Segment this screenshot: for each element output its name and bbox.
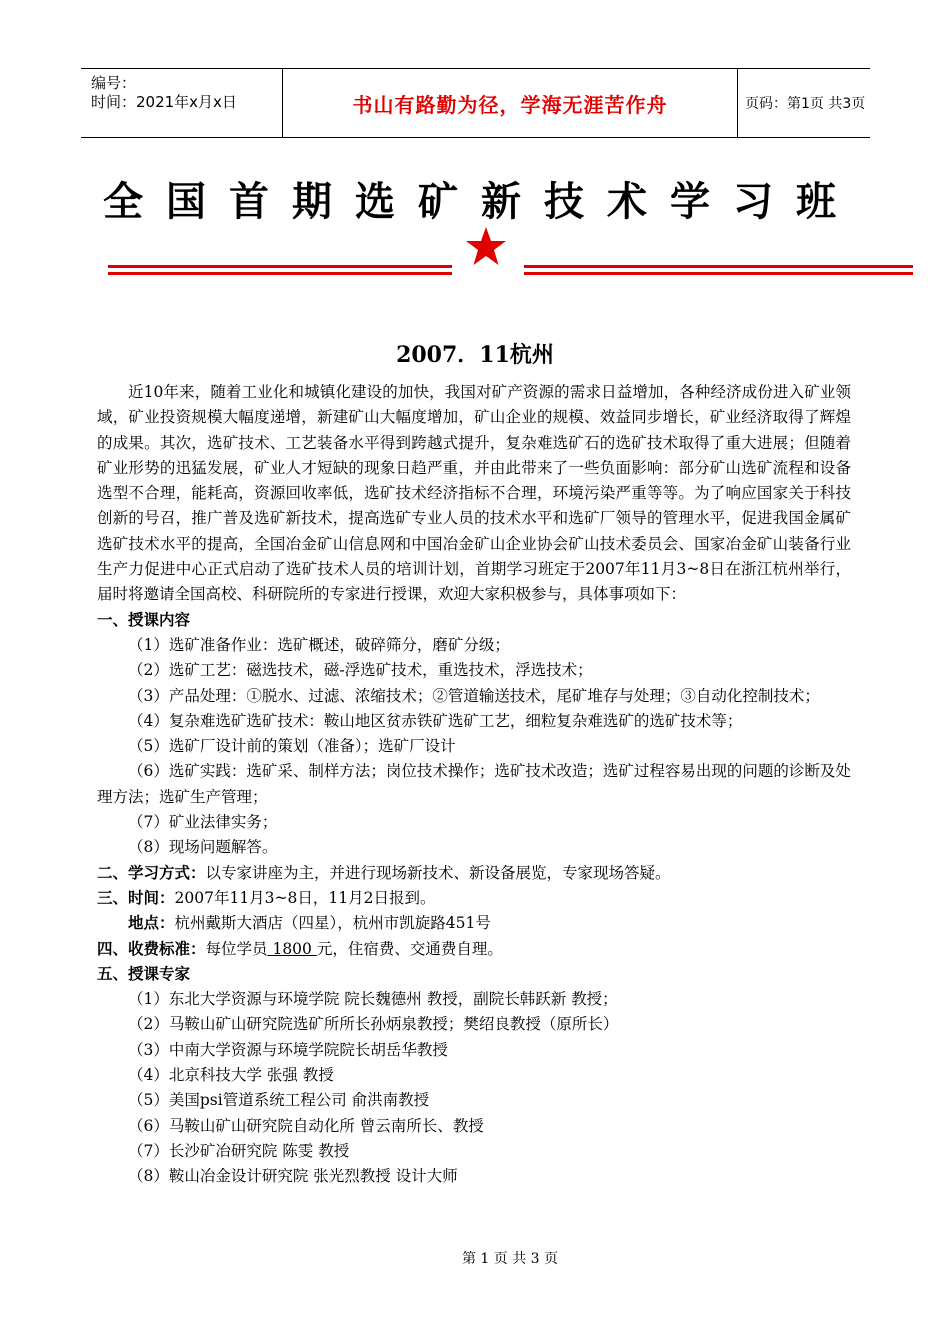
list-item: （3）中南大学资源与环境学院院长胡岳华教授	[128, 1040, 448, 1059]
right-rule-bottom	[524, 272, 913, 275]
list-item: （4）北京科技大学 张强 教授	[128, 1066, 334, 1085]
document-title: 全国首期选矿新技术学习班	[103, 178, 859, 225]
header-meta-cell	[81, 69, 282, 137]
left-rule-bottom	[108, 272, 452, 275]
list-item: （5）选矿厂设计前的策划（准备）；选矿厂设计	[128, 737, 456, 756]
list-item: （5）美国psi管道系统工程公司 俞洪南教授	[128, 1091, 430, 1110]
section-5-title: 五、授课专家	[97, 964, 191, 983]
place-title: 地点：	[128, 914, 175, 933]
document-body	[97, 380, 851, 1190]
page-footer: 第 1 页 共 3 页	[461, 1251, 559, 1267]
section-1-title: 一、授课内容	[97, 610, 191, 629]
place-line	[97, 911, 851, 936]
list-item: （6）马鞍山矿山研究院自动化所 曾云南所长、教授	[128, 1116, 484, 1135]
left-rule-top	[108, 265, 452, 268]
doc-time-label: 时间：2021年x月x日	[91, 93, 237, 111]
fee-amount: 1800	[267, 939, 317, 958]
list-item: （4）复杂难选矿选矿技术：鞍山地区贫赤铁矿选矿工艺，细粒复杂难选矿的选矿技术等；	[128, 711, 743, 730]
fee-prefix: 每位学员	[205, 939, 268, 958]
section-3-text: 2007年11月3~8日，11月2日报到。	[174, 888, 436, 907]
section-3-title: 三、时间：	[97, 888, 175, 907]
list-item: （8）鞍山冶金设计研究院 张光烈教授 设计大师	[128, 1167, 458, 1186]
document-subtitle: 2007．11杭州	[396, 342, 554, 368]
doc-code-label: 编号：	[91, 74, 137, 92]
header-motto-cell	[282, 69, 738, 137]
list-item: （8）现场问题解答。	[128, 838, 278, 857]
red-star-icon	[465, 226, 507, 266]
list-item: （7）矿业法律实务；	[128, 813, 278, 832]
list-item: （1）选矿准备作业：选矿概述，破碎筛分，磨矿分级；	[128, 635, 510, 654]
list-item: （6）选矿实践：选矿采、制样方法；岗位技术操作；选矿技术改造；选矿过程容易出现的问题的诊断及处理方法；选矿生产管理；	[97, 762, 851, 806]
list-item: （2）马鞍山矿山研究院选矿所所长孙炳泉教授；樊绍良教授（原所长）	[128, 1015, 619, 1034]
fee-suffix: 元，住宿费、交通费自理。	[316, 939, 503, 958]
right-rule-top	[524, 265, 913, 268]
section-4	[97, 937, 851, 962]
section-2-text: 以专家讲座为主，并进行现场新技术、新设备展览，专家现场答疑。	[205, 863, 671, 882]
list-item: （1）东北大学资源与环境学院 院长魏德州 教授，副院长韩跃新 教授；	[128, 990, 618, 1009]
list-item: （7）长沙矿冶研究院 陈雯 教授	[128, 1141, 350, 1160]
header-page-cell	[737, 69, 870, 137]
section-4-title: 四、收费标准：	[97, 939, 206, 958]
document-header	[81, 68, 870, 138]
section-2	[97, 861, 851, 886]
page-code: 页码：第1页 共3页	[745, 96, 866, 112]
place-text: 杭州戴斯大酒店（四星），杭州市凯旋路451号	[174, 914, 491, 933]
list-item: （3）产品处理：①脱水、过滤、浓缩技术；②管道输送技术，尾矿堆存与处理；③自动化控制技术；	[128, 686, 820, 705]
intro-paragraph: 近10年来，随着工业化和城镇化建设的加快，我国对矿产资源的需求日益增加，各种经济成份进入矿业领域，矿业投资规模大幅度递增，新建矿山大幅度增加，矿山企业的规模、效益同步增长，矿业经济取得了辉煌的成果。其次，选矿技术、工艺装备水平得到跨越式提升，复杂难选矿石的选矿技术取得了重大进展；但随着矿业形势的迅猛发展，矿业人才短缺的现象日趋严重，并由此带来了一些负面影响：部分矿山选矿流程和设备选型不合理，能耗高，资源回收率低，选矿技术经济指标不合理，环境污染严重等等。为了响应国家关于科技创新的号召，推广普及选矿新技术，提高选矿专业人员的技术水平和选矿厂领导的管理水平，促进我国金属矿选矿技术水平的提高，全国冶金矿山信息网和中国冶金矿山企业协会矿山技术委员会、国家冶金矿山装备行业生产力促进中心正式启动了选矿技术人员的培训计划，首期学习班定于2007年11月3~8日在浙江杭州举行，届时将邀请全国高校、科研院所的专家进行授课，欢迎大家积极参与，具体事项如下：	[97, 383, 851, 604]
section-3	[97, 886, 851, 911]
motto-text: 书山有路勤为径，学海无涯苦作舟	[352, 92, 668, 117]
section-2-title: 二、学习方式：	[97, 863, 206, 882]
list-item: （2）选矿工艺：磁选技术，磁-浮选矿技术，重选技术，浮选技术；	[128, 661, 593, 680]
